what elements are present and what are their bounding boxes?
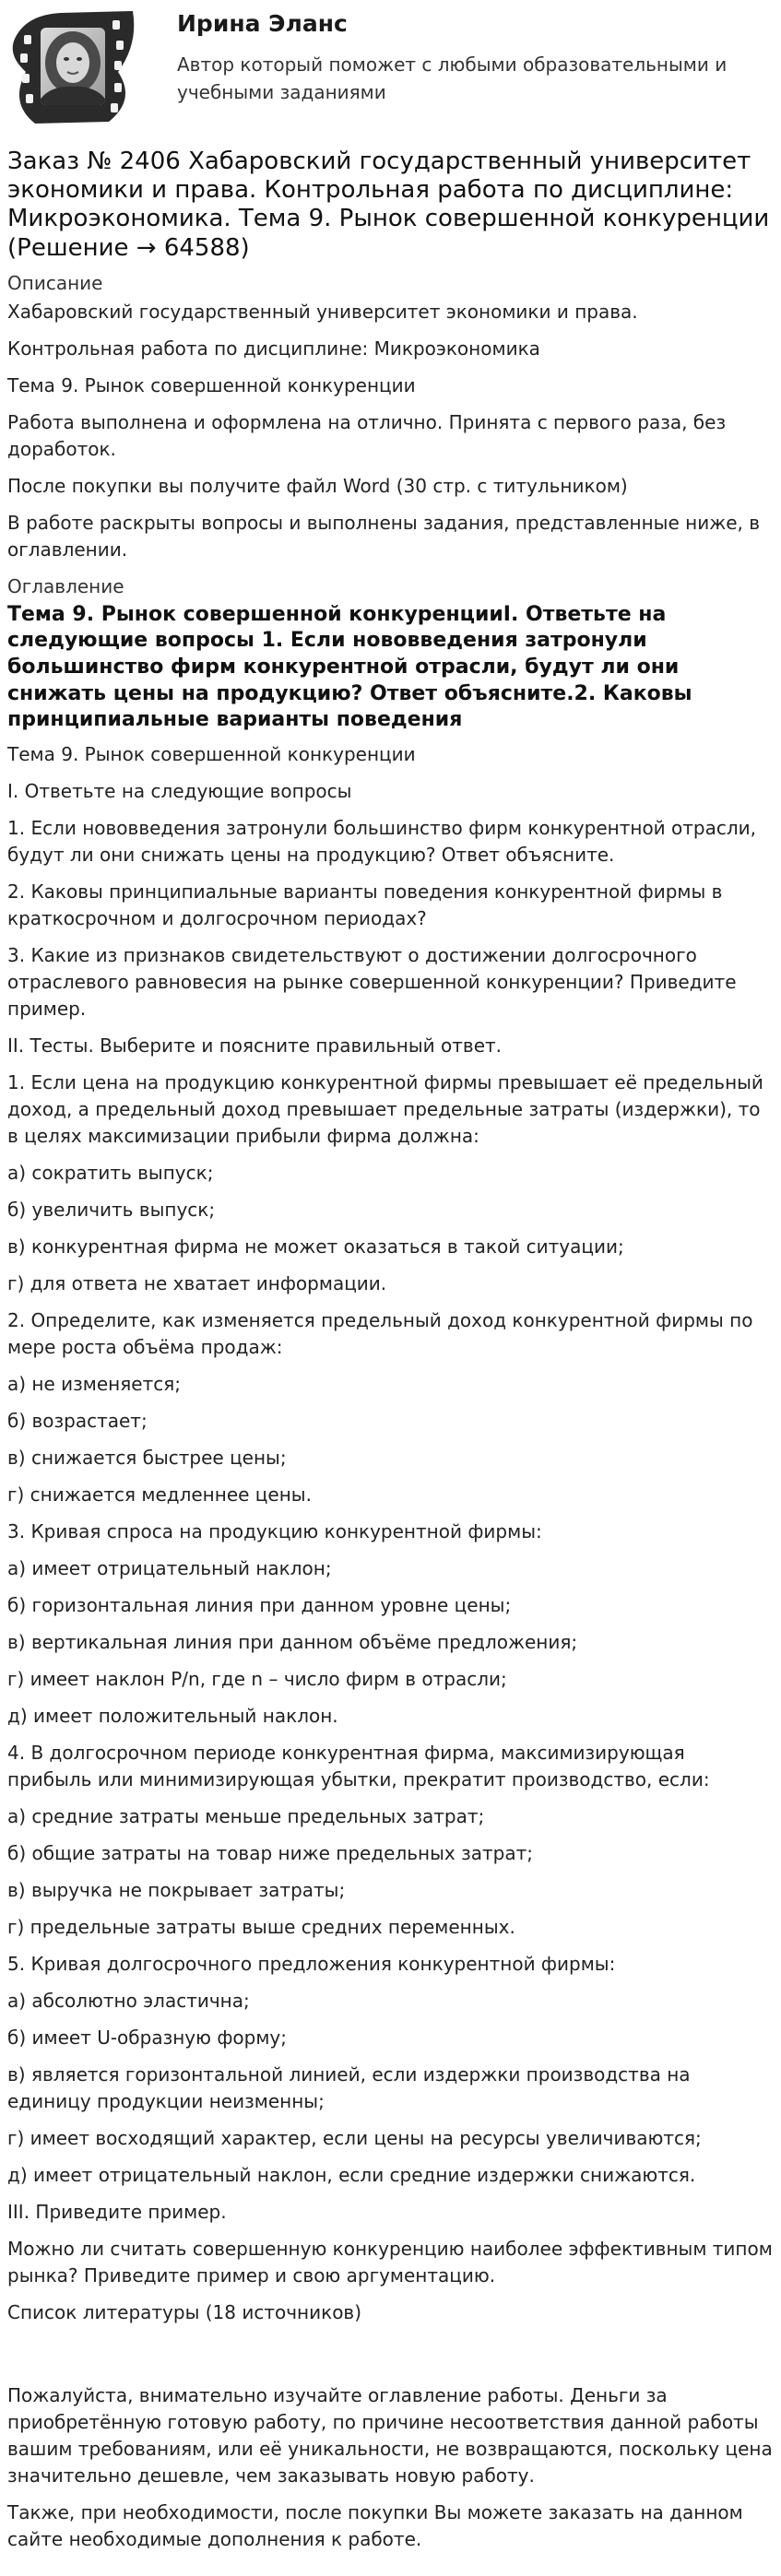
toc-item: 2. Каковы принципиальные варианты поведения конкурентной фирмы в краткосрочном и долгосрочном периодах? [7,880,723,929]
author-card [7,7,774,138]
description-label: Описание [7,271,103,294]
spacer [7,2336,774,2382]
footer-paragraph: Также, при необходимости, после покупки Вы можете заказать на данном сайте необходимые дополнения к работе. [7,2500,743,2550]
toc-item: б) горизонтальная линия при данном уровне цены; [7,1593,512,1616]
toc-item: а) не изменяется; [7,1372,182,1395]
toc-item: в) снижается быстрее цены; [7,1446,287,1469]
toc-item: а) сократить выпуск; [7,1161,214,1184]
toc-item: 1. Если цена на продукцию конкурентной фирмы превышает её предельный доход, а предельный доход превышает предельные затраты (издержки), то в целях максимизации прибыли фирма должна: [7,1070,763,1147]
toc-item: г) снижается медленнее цены. [7,1483,312,1506]
toc-item: г) для ответа не хватает информации. [7,1271,387,1294]
toc-list [7,741,774,2326]
toc-item: Тема 9. Рынок совершенной конкуренции [7,742,416,765]
author-description: Автор который поможет с любыми образовательными и учебными заданиями [177,53,728,103]
toc-item: Список литературы (18 источников) [7,2300,362,2323]
description-paragraph: Работа выполнена и оформлена на отлично. Принята с первого раза, без доработок. [7,410,727,460]
toc-item: 5. Кривая долгосрочного предложения конкурентной фирмы: [7,1952,616,1975]
toc-item: б) общие затраты на товар ниже предельных затрат; [7,1841,533,1864]
toc-item: д) имеет положительный наклон. [7,1704,338,1727]
toc-item: б) возрастает; [7,1409,148,1432]
toc-item: в) вертикальная линия при данном объёме предложения; [7,1630,578,1653]
toc-item: а) средние затраты меньше предельных затрат; [7,1804,485,1827]
description-paragraph: Тема 9. Рынок совершенной конкуренции [7,373,416,396]
toc-item: б) имеет U-образную форму; [7,2026,288,2049]
toc-label: Оглавление [7,574,124,597]
toc-item: 3. Кривая спроса на продукцию конкурентной фирмы: [7,1519,542,1542]
description-paragraph: После покупки вы получите файл Word (30 стр. с титульником) [7,474,628,497]
toc-item: г) предельные затраты выше средних переменных. [7,1915,515,1938]
description-paragraph: В работе раскрыты вопросы и выполнены задания, представленные ниже, в оглавлении. [7,511,761,561]
toc-item: 3. Какие из признаков свидетельствуют о достижении долгосрочного отраслевого равновесия на рынке совершенной конкуренции? Приведите пример. [7,943,737,1020]
description-paragraph: Хабаровский государственный университет экономики и права. [7,300,638,323]
film-strip-avatar-icon [7,7,138,127]
toc-item: а) абсолютно эластична; [7,1989,250,2012]
toc-item: в) выручка не покрывает затраты; [7,1878,346,1901]
toc-item: в) конкурентная фирма не может оказаться в такой ситуации; [7,1235,624,1258]
author-info [177,7,749,106]
toc-item: 2. Определите, как изменяется предельный доход конкурентной фирмы по мере роста объёма продаж: [7,1308,753,1358]
toc-item: III. Приведите пример. [7,2200,227,2223]
description-paragraph: Контрольная работа по дисциплине: Микроэкономика [7,337,540,360]
toc-item: I. Ответьте на следующие вопросы [7,779,352,802]
toc-heading: Тема 9. Рынок совершенной конкуренцииI. Ответьте на следующие вопросы 1. Если нововведения затронули большинство фирм конкурентной отрасли, будут ли они снижать цены на продукцию? Ответ объясните.2. Каковы принципиальные варианты поведения [7,602,692,732]
toc-item: г) имеет восходящий характер, если цены на ресурсы увеличиваются; [7,2126,702,2149]
toc-item: б) увеличить выпуск; [7,1198,216,1221]
toc-item: 1. Если нововведения затронули большинство фирм конкурентной отрасли, будут ли они снижать цены на продукцию? Ответ объясните. [7,816,757,866]
toc-item: II. Тесты. Выберите и поясните правильный ответ. [7,1034,503,1057]
toc-item: в) является горизонтальной линией, если издержки производства на единицу продукции неизменны; [7,2062,691,2112]
toc-item: Можно ли считать совершенную конкуренцию наиболее эффективным типом рынка? Приведите пример и свою аргументацию. [7,2237,773,2286]
footer-paragraph: Пожалуйста, внимательно изучайте оглавление работы. Деньги за приобретённую готовую работу, по причине несоответствия данной работы вашим требованиям, или её уникальности, не возвращаются, поскольку цена значительно дешевле, чем заказывать новую работу. [7,2383,773,2487]
page-title: Заказ № 2406 Хабаровский государственный университет экономики и права. Контрольная работа по дисциплине: Микроэкономика. Тема 9. Рынок совершенной конкуренции (Решение → 64588) [7,148,770,262]
avatar[interactable] [7,7,138,127]
author-name[interactable]: Ирина Эланс [177,10,348,37]
toc-item: д) имеет отрицательный наклон, если средние издержки снижаются. [7,2163,696,2186]
toc-item: а) имеет отрицательный наклон; [7,1556,332,1579]
toc-item: 4. В долгосрочном периоде конкурентная фирма, максимизирующая прибыль или минимизирующая убытки, прекратит производство, если: [7,1741,710,1790]
toc-item: г) имеет наклон P/n, где n – число фирм в отрасли; [7,1667,507,1690]
description-section [7,299,774,563]
footer-notes [7,2382,774,2553]
